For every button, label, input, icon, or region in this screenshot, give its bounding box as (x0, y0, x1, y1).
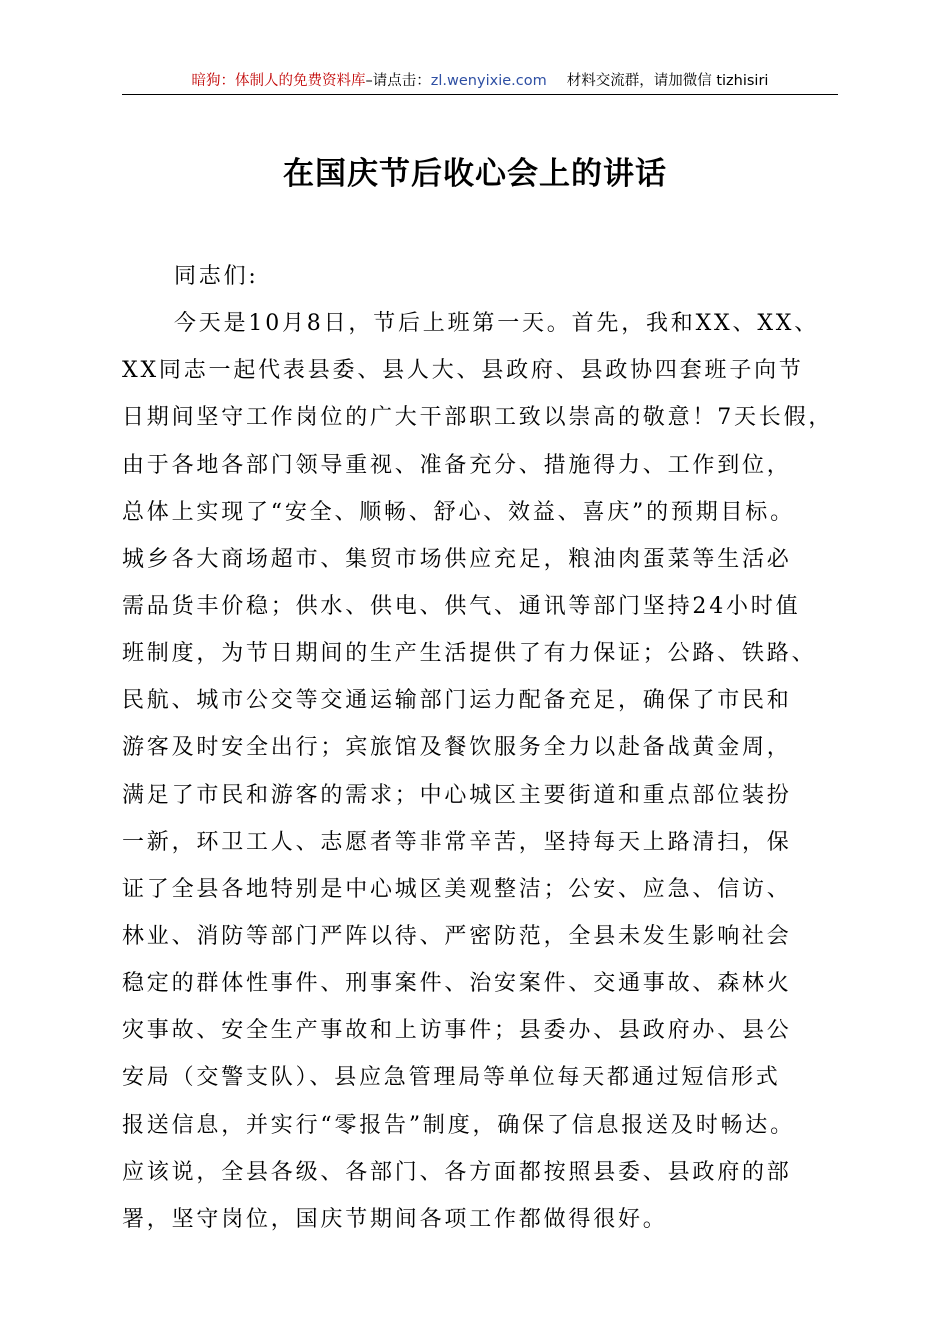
paragraph-line: 日期间坚守工作岗位的广大干部职工致以崇高的敬意！7天长假， (122, 405, 834, 431)
paragraph-line: 应该说，全县各级、各部门、各方面都按照县委、县政府的部 (122, 1159, 792, 1185)
salutation: 同志们: (174, 264, 259, 289)
paragraph-line: 署，坚守岗位，国庆节期间各项工作都做得很好。 (122, 1206, 668, 1232)
document-body (122, 253, 838, 1243)
paragraph-line: 报送信息，并实行“零报告”制度，确保了信息报送及时畅达。 (122, 1112, 795, 1138)
paragraph-line: 需品货丰价稳；供水、供电、供气、通讯等部门坚持24小时值 (122, 593, 801, 619)
header-contact: 材料交流群，请加微信 tizhisiri (566, 73, 769, 89)
paragraph-line: 城乡各大商场超市、集贸市场供应充足，粮油肉蛋菜等生活必 (122, 546, 792, 572)
paragraph-line: 林业、消防等部门严阵以待、严密防范，全县未发生影响社会 (122, 923, 792, 949)
paragraph-line: 班制度，为节日期间的生产生活提供了有力保证；公路、铁路、 (122, 641, 817, 667)
paragraph-line: 证了全县各地特别是中心城区美观整洁；公安、应急、信访、 (122, 876, 792, 902)
paragraph-line: 总体上实现了“安全、顺畅、舒心、效益、喜庆”的预期目标。 (122, 499, 795, 525)
header-url-link[interactable]: zl.wenyixie.com (430, 73, 547, 89)
paragraph-line: 灾事故、安全生产事故和上访事件；县委办、县政府办、县公 (122, 1018, 792, 1044)
paragraph-line: 安局（交警支队）、县应急管理局等单位每天都通过短信形式 (122, 1065, 781, 1091)
paragraph-line: 满足了市民和游客的需求；中心城区主要街道和重点部位装扮 (122, 782, 792, 808)
header-click-prefix: –请点击： (365, 73, 431, 89)
document-title: 在国庆节后收心会上的讲话 (283, 156, 667, 192)
paragraph-line: 由于各地各部门领导重视、准备充分、措施得力、工作到位， (122, 452, 792, 478)
paragraph-line: XX同志一起代表县委、县人大、县政府、县政协四套班子向节 (122, 358, 804, 384)
page-header (122, 70, 838, 92)
paragraph-line: 今天是10月8日，节后上班第一天。首先，我和XX、XX、 (174, 311, 820, 337)
header-divider (122, 94, 838, 95)
paragraph-line: 稳定的群体性事件、刑事案件、治安案件、交通事故、森林火 (122, 971, 792, 997)
paragraph-line: 一新，环卫工人、志愿者等非常辛苦，坚持每天上路清扫，保 (122, 829, 792, 855)
header-brand: 暗狗：体制人的免费资料库 (191, 73, 366, 89)
paragraph-line: 民航、城市公交等交通运输部门运力配备充足，确保了市民和 (122, 688, 792, 714)
paragraph-line: 游客及时安全出行；宾旅馆及餐饮服务全力以赴备战黄金周， (122, 735, 792, 761)
